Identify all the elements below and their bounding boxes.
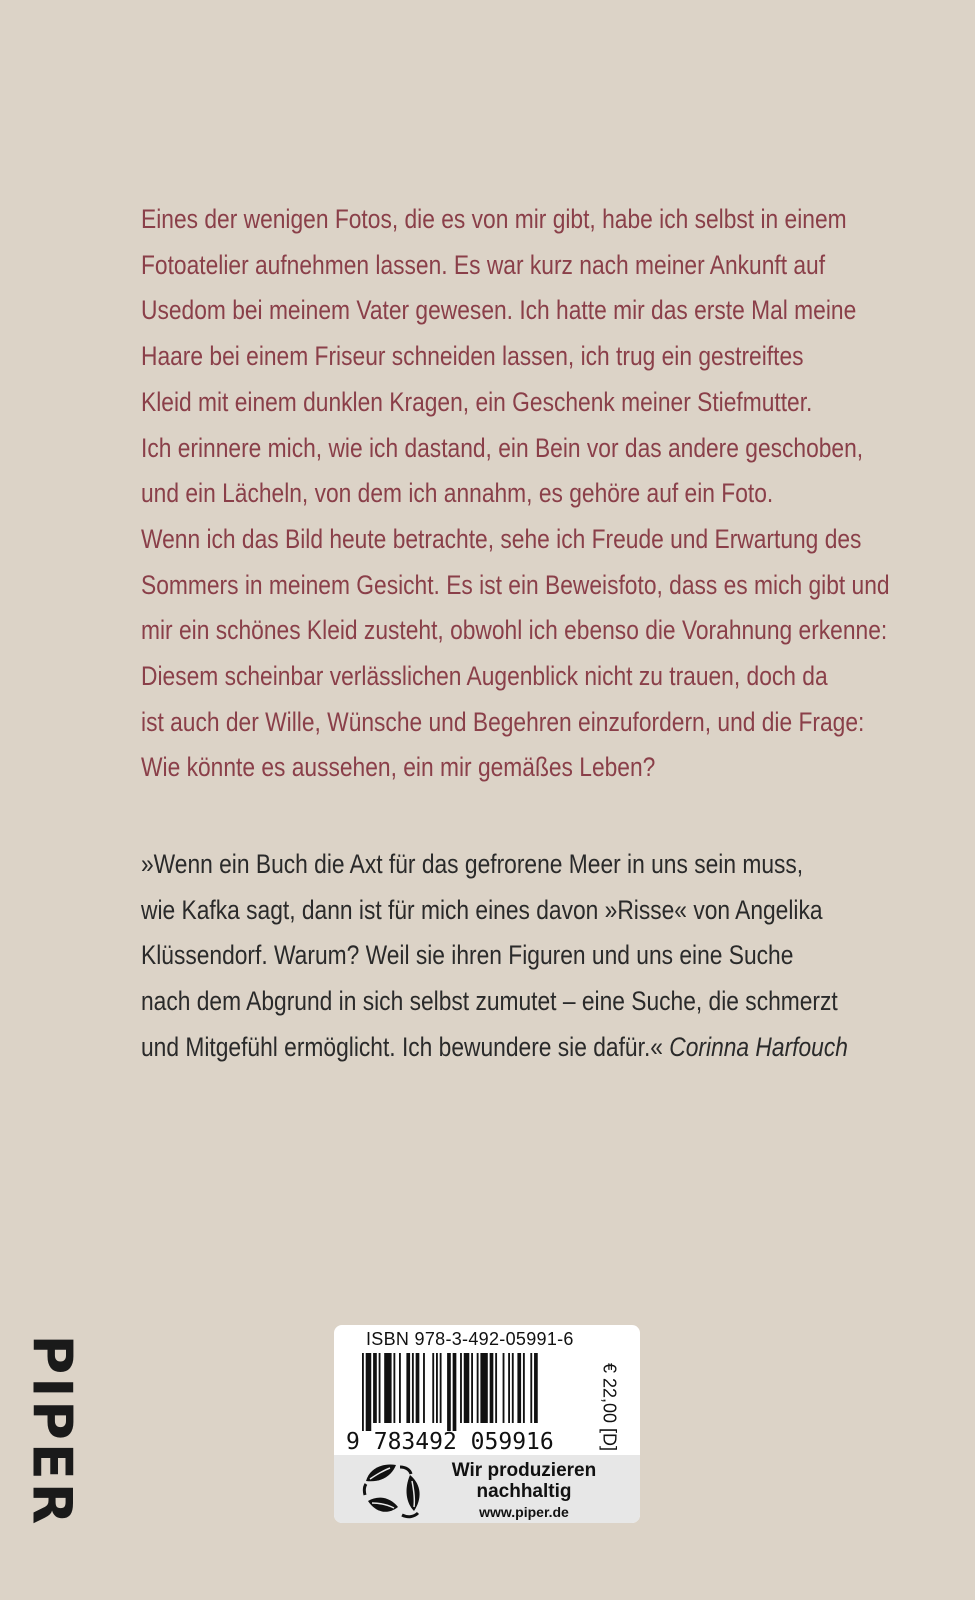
barcode-bar (471, 1353, 473, 1423)
quote-last-line: und Mitgefühl ermöglicht. Ich bewundere sie dafür.« (141, 1031, 663, 1062)
ean-left-digits: 783492 (373, 1429, 457, 1455)
barcode-bar (416, 1353, 420, 1423)
barcode-bar (517, 1353, 521, 1423)
barcode-bar (399, 1353, 401, 1423)
ean-first-digit: 9 (346, 1429, 360, 1455)
blurb-line: Eines der wenigen Fotos, die es von mir gibt, habe ich selbst in einem (141, 204, 847, 234)
blurb-line: Ich erinnere mich, wie ich dastand, ein Bein vor das andere geschoben, (141, 432, 864, 463)
price-text: € 22,00 [D] (599, 1362, 620, 1452)
barcode-bar (436, 1353, 438, 1423)
barcode-bar (503, 1353, 505, 1423)
quote-line (141, 1025, 848, 1071)
barcode-bar (512, 1353, 514, 1423)
publisher-logo (20, 1334, 84, 1528)
review-quote (141, 842, 848, 1071)
blurb-line: mir ein schönes Kleid zusteht, obwohl ich ebenso die Vorahnung erkenne: (141, 615, 888, 646)
barcode-bar (523, 1353, 525, 1423)
barcode-bar (412, 1353, 414, 1423)
barcode-bar (440, 1353, 442, 1423)
barcode-bar (495, 1353, 497, 1423)
quote-line: wie Kafka sagt, dann ist für mich eines davon »Risse« von Angelika (141, 894, 823, 925)
barcode-bar (477, 1353, 479, 1423)
ean-right-digits: 059916 (470, 1429, 554, 1455)
quote-author: Corinna Harfouch (669, 1031, 848, 1062)
blurb-line: Wenn ich das Bild heute betrachte, sehe ich Freude und Erwartung des (141, 523, 862, 554)
barcode-bar (480, 1353, 487, 1423)
ean-digits (346, 1429, 554, 1455)
barcode-bar (432, 1353, 434, 1423)
barcode-bar (530, 1353, 532, 1423)
eco-label (334, 1455, 640, 1523)
blurb-line: Wie könnte es aussehen, ein mir gemäßes Leben? (141, 752, 656, 783)
barcode-icon (362, 1353, 590, 1431)
price-label (598, 1347, 620, 1467)
blurb-line: ist auch der Wille, Wünsche und Begehren einzufordern, und die Frage: (141, 706, 865, 737)
eco-line-2: nachhaltig (476, 1481, 572, 1502)
barcode-bar (453, 1353, 457, 1431)
barcode-bar (366, 1353, 372, 1431)
barcode-bar (379, 1353, 381, 1423)
barcode-bar (534, 1353, 538, 1423)
barcode-bar (508, 1353, 510, 1423)
isbn-text: ISBN 978-3-492-05991-6 (366, 1329, 574, 1349)
blurb-line: Diesem scheinbar verlässlichen Augenblick nicht zu trauen, doch da (141, 661, 828, 692)
blurb-line: Kleid mit einem dunklen Kragen, ein Geschenk meiner Stiefmutter. (141, 386, 813, 417)
blurb-line: Usedom bei meinem Vater gewesen. Ich hatte mir das erste Mal meine (141, 295, 857, 326)
barcode-bar (393, 1353, 395, 1423)
eco-text (434, 1460, 614, 1522)
barcode-bar (384, 1353, 391, 1423)
barcode-bar (447, 1353, 451, 1431)
leaves-recycle-icon (362, 1461, 424, 1519)
publisher-logo-text: PIPER (20, 1334, 84, 1528)
barcode-bar (460, 1353, 462, 1423)
blurb-text (141, 197, 890, 791)
eco-url[interactable]: www.piper.de (479, 1504, 569, 1520)
blurb-line: Sommers in meinem Gesicht. Es ist ein Beweisfoto, dass es mich gibt und (141, 569, 890, 600)
eco-line-1: Wir produzieren (451, 1460, 597, 1481)
quote-line: nach dem Abgrund in sich selbst zumutet – eine Suche, die schmerzt (141, 986, 838, 1017)
barcode-bar (362, 1353, 364, 1431)
barcode-bar (373, 1353, 377, 1423)
quote-line: »Wenn ein Buch die Axt für das gefrorene Meer in uns sein muss, (141, 849, 804, 879)
blurb-line: Fotoatelier aufnehmen lassen. Es war kurz nach meiner Ankunft auf (141, 249, 826, 280)
barcode-bar (423, 1353, 425, 1423)
barcode-bar (490, 1353, 494, 1423)
blurb-line: und ein Lächeln, von dem ich annahm, es gehöre auf ein Foto. (141, 478, 774, 509)
barcode-box (334, 1325, 640, 1523)
barcode-bar (464, 1353, 470, 1423)
quote-line: Klüssendorf. Warum? Weil sie ihren Figuren und uns eine Suche (141, 940, 794, 971)
blurb-line: Haare bei einem Friseur schneiden lassen, ich trug ein gestreiftes (141, 341, 804, 372)
barcode-bar (406, 1353, 410, 1423)
